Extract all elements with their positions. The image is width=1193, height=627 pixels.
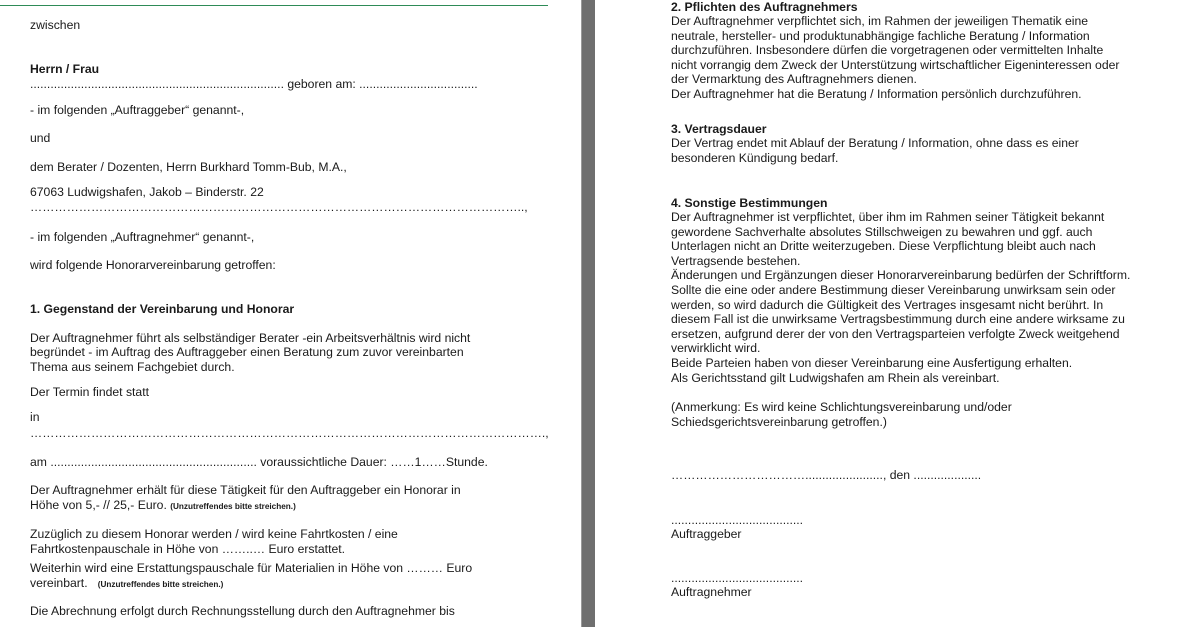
section-1-line: begründet - im Auftrag des Auftraggeber einen Beratung zum zuvor vereinbarten: [30, 345, 464, 359]
section-2-heading: 2. Pflichten des Auftragnehmers: [671, 0, 858, 14]
section-4-body: [671, 210, 1130, 385]
anmerkung-line: Schiedsgerichtsvereinbarung getroffen.): [671, 415, 887, 429]
signature-line-auftragnehmer: .......................................: [671, 571, 804, 585]
intro-sentence: wird folgende Honorarvereinbarung getroffen:: [30, 258, 276, 272]
section-4-line: werden, so wird dadurch die Gültigkeit des Vertrages insgesamt nicht berührt. In: [671, 297, 1104, 312]
section-4-line: Unterlagen nicht an Dritte weiterzugeben. Diese Verpflichtung bleibt auch nach: [671, 239, 1096, 254]
right-document-page: [595, 0, 1193, 627]
date-duration-line: am ............................................................. voraussichtliche Dauer: ……1……Stunde.: [30, 455, 488, 469]
section-4-heading: 4. Sonstige Bestimmungen: [671, 196, 828, 210]
abrechnung-line: Die Abrechnung erfolgt durch Rechnungsstellung durch den Auftragnehmer bis: [30, 604, 455, 618]
material-vereinbart: vereinbart.: [30, 576, 88, 590]
dotted-line: …………………………………………………………………………………………………………..,: [30, 200, 528, 214]
material-line: [30, 576, 223, 593]
name-birthdate-line: ........................................................................... geboren am: ...................................: [30, 77, 478, 91]
section-1-line: Thema aus seinem Fachgebiet durch.: [30, 360, 235, 374]
top-rule: [0, 5, 548, 6]
section-4-line: Als Gerichtsstand gilt Ludwigshafen am Rhein als vereinbart.: [671, 370, 1000, 385]
berater-name: dem Berater / Dozenten, Herrn Burkhard Tomm-Bub, M.A.,: [30, 160, 347, 174]
honorar-line: [30, 498, 296, 515]
strike-note: (Unzutreffendes bitte streichen.): [170, 502, 296, 511]
termin-label: Der Termin findet statt: [30, 385, 149, 399]
section-4-line: diesem Fall ist die unwirksame Vertragsbestimmung durch eine andere wirksame zu: [671, 312, 1125, 327]
auftragnehmer-signature-label: Auftragnehmer: [671, 585, 752, 599]
dotted-line: ……………………………………………………………………………………………………………….,: [30, 426, 549, 440]
section-2-line: nicht vorrangig dem Zweck der Unterstützung wirtschaftlicher Eigeninteressen oder: [671, 57, 1120, 72]
section-3-line: besonderen Kündigung bedarf.: [671, 151, 839, 165]
section-4-line: Beide Parteien haben von dieser Vereinbarung eine Ausfertigung erhalten.: [671, 355, 1073, 370]
honorar-line: Der Auftragnehmer erhält für diese Tätigkeit für den Auftraggeber ein Honorar in: [30, 483, 461, 497]
section-1-line: Der Auftragnehmer führt als selbständiger Berater -ein Arbeitsverhältnis wird nicht: [30, 331, 471, 345]
section-4-line: Sollte die eine oder andere Bestimmung dieser Vereinbarung unwirksam sein oder: [671, 282, 1116, 297]
section-3-heading: 3. Vertragsdauer: [671, 122, 767, 136]
section-2-line: durchzuführen. Insbesondere dürfen die vorgetragenen oder vermittelten Inhalte: [671, 43, 1104, 58]
fahrtkosten-line: Zuzüglich zu diesem Honorar werden / wird keine Fahrtkosten / eine: [30, 527, 398, 541]
section-2-line: Der Auftragnehmer hat die Beratung / Information persönlich durchzuführen.: [671, 86, 1082, 101]
section-4-line: Vertragsende bestehen.: [671, 253, 801, 268]
section-4-line: verwirklicht wird.: [671, 341, 761, 356]
section-1-heading: 1. Gegenstand der Vereinbarung und Honorar: [30, 302, 295, 316]
section-2-body: [671, 14, 1119, 102]
place-date-line: ……………………………......................., den ....................: [671, 468, 982, 482]
zwischen-label: zwischen: [30, 18, 81, 32]
anmerkung-line: (Anmerkung: Es wird keine Schlichtungsvereinbarung und/oder: [671, 400, 1012, 414]
page-divider: [581, 0, 582, 627]
left-document-page: [0, 0, 581, 627]
material-line: Weiterhin wird eine Erstattungspauschale für Materialien in Höhe von ……… Euro: [30, 561, 473, 575]
in-label: in: [30, 410, 40, 424]
auftraggeber-signature-label: Auftraggeber: [671, 527, 742, 541]
auftraggeber-definition: - im folgenden „Auftraggeber“ genannt-,: [30, 103, 245, 117]
section-4-line: gewordene Sachverhalte absolutes Stillschweigen zu bewahren und ggf. auch: [671, 224, 1093, 239]
section-4-line: Änderungen und Ergänzungen dieser Honorarvereinbarung bedürfen der Schriftform.: [671, 268, 1131, 283]
und-label: und: [30, 131, 51, 145]
honorar-amount: Höhe von 5,- // 25,- Euro.: [30, 498, 167, 512]
fahrtkosten-line: Fahrtkostenpauschale in Höhe von ……..… Euro erstattet.: [30, 542, 346, 556]
berater-address: 67063 Ludwigshafen, Jakob – Binderstr. 22: [30, 185, 264, 199]
section-2-line: Der Auftragnehmer verpflichtet sich, im Rahmen der jeweiligen Thematik eine: [671, 14, 1089, 28]
section-4-line: ersetzen, aufgrund derer der von den Vertragsparteien verfolgte Zweck weitgehend: [671, 326, 1120, 341]
strike-note: (Unzutreffendes bitte streichen.): [97, 580, 224, 589]
section-4-line: Der Auftragnehmer ist verpflichtet, über ihm im Rahmen seiner Tätigkeit bekannt: [671, 210, 1105, 224]
signature-line-auftraggeber: .......................................: [671, 513, 804, 527]
section-2-line: der Vermarktung des Auftragnehmers dienen.: [671, 72, 917, 87]
herr-frau-label: Herrn / Frau: [30, 62, 100, 76]
auftragnehmer-definition: - im folgenden „Auftragnehmer“ genannt-,: [30, 230, 255, 244]
section-2-line: neutrale, hersteller- und produktunabhängige fachliche Beratung / Information: [671, 28, 1090, 43]
section-3-line: Der Vertrag endet mit Ablauf der Beratung / Information, ohne dass es einer: [671, 136, 1079, 150]
